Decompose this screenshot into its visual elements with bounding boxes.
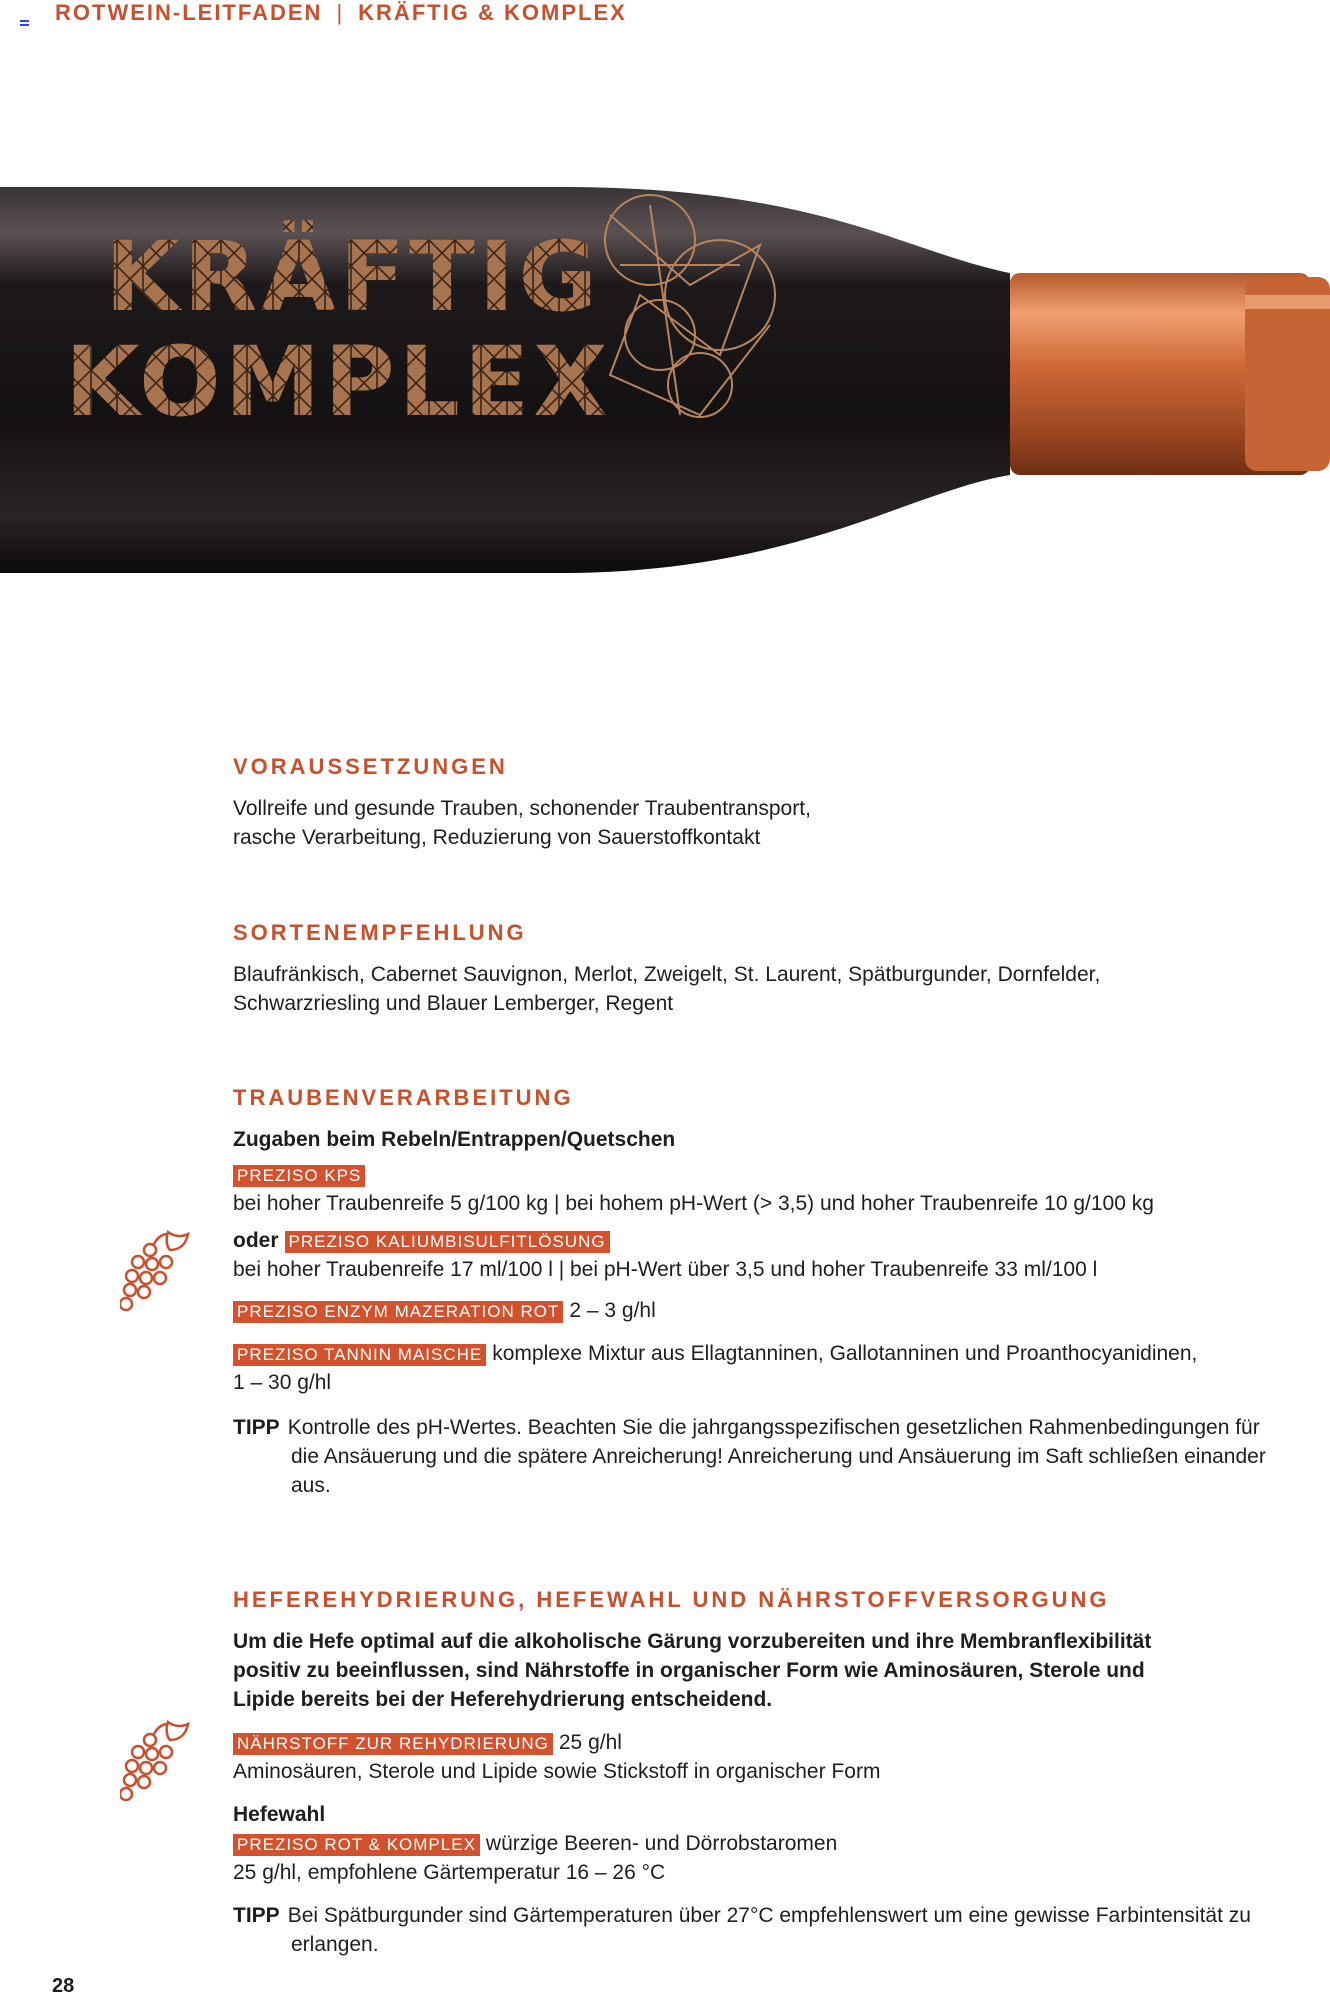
tip-text: Bei Spätburgunder sind Gärtemperaturen über 27°C empfehlenswert um eine gewisse Farbintensität zu erlangen. xyxy=(287,1904,1251,1956)
hefe-intro-1: Um die Hefe optimal auf die alkoholische Gärung vorzubereiten und ihre Membranflexibilität xyxy=(233,1630,1152,1653)
naehrstoff-description: Aminosäuren, Sterole und Lipide sowie Stickstoff in organischer Form xyxy=(233,1760,881,1783)
tip-text: Kontrolle des pH-Wertes. Beachten Sie die jahrgangsspezifischen gesetzlichen Rahmenbedingungen für die Ansäuerung und die spätere Anreicherung! Anreicherung und Ansäuerung im Saft schließen einander aus. xyxy=(287,1416,1266,1497)
tag-preziso-kps: PREZISO KPS xyxy=(233,1165,365,1187)
kalium-dosage: bei hoher Traubenreife 17 ml/100 l | bei pH-Wert über 3,5 und hoher Traubenreife 33 ml/100 l xyxy=(233,1258,1098,1281)
section-hefe xyxy=(233,1585,1293,1959)
tip-label: TIPP xyxy=(233,1416,280,1439)
hefewahl-label: Hefewahl xyxy=(233,1803,326,1826)
section-traubenverarbeitung xyxy=(233,1083,1293,1500)
tag-naehrstoff-zur-rehydrierung: NÄHRSTOFF ZUR REHYDRIERUNG xyxy=(233,1733,553,1755)
tag-preziso-rot-komplex: PREZISO ROT & KOMPLEX xyxy=(233,1834,480,1856)
heading-traubenverarbeitung: TRAUBENVERARBEITUNG xyxy=(233,1085,574,1110)
tannin-description: komplexe Mixtur aus Ellagtanninen, Gallotanninen und Proanthocyanidinen, xyxy=(492,1342,1198,1365)
sortenempfehlung-line-2: Schwarzriesling und Blauer Lemberger, Regent xyxy=(233,992,674,1015)
hefe-intro-2: positiv zu beeinflussen, sind Nährstoffe in organischer Form wie Aminosäuren, Sterole und xyxy=(233,1659,1145,1682)
tag-preziso-kaliumbisulfitloesung: PREZISO KALIUMBISULFITLÖSUNG xyxy=(285,1231,610,1253)
header-separator: | xyxy=(336,0,345,25)
tag-preziso-enzym-mazeration-rot: PREZISO ENZYM MAZERATION ROT xyxy=(233,1301,563,1323)
page-number: 28 xyxy=(52,1975,75,1997)
hefe-intro-3: Lipide bereits bei der Heferehydrierung entscheidend. xyxy=(233,1688,773,1711)
tip-label: TIPP xyxy=(233,1904,280,1927)
tag-preziso-tannin-maische: PREZISO TANNIN MAISCHE xyxy=(233,1344,486,1366)
kps-dosage: bei hoher Traubenreife 5 g/100 kg | bei hohem pH-Wert (> 3,5) und hoher Traubenreife 10 g/100 kg xyxy=(233,1192,1154,1215)
rot-komplex-aroma: würzige Beeren- und Dörrobstaromen xyxy=(485,1832,838,1855)
page-header xyxy=(0,0,1330,36)
header-style: KRÄFTIG & KOMPLEX xyxy=(358,0,627,25)
enzym-dosage: 2 – 3 g/hl xyxy=(569,1299,656,1322)
voraussetzungen-line-2: rasche Verarbeitung, Reduzierung von Sauerstoffkontakt xyxy=(233,826,761,849)
heading-sortenempfehlung: SORTENEMPFEHLUNG xyxy=(233,920,527,945)
header-guide: ROTWEIN-LEITFADEN xyxy=(55,0,323,25)
header-title xyxy=(55,0,627,26)
grape-icon xyxy=(120,1228,190,1318)
tip-traubenverarbeitung xyxy=(233,1413,1293,1500)
menu-icon[interactable] xyxy=(20,20,29,28)
voraussetzungen-line-1: Vollreife und gesunde Trauben, schonender Traubentransport, xyxy=(233,797,811,820)
grape-icon xyxy=(120,1718,190,1808)
heading-hefe: HEFEREHYDRIERUNG, HEFEWAHL UND NÄHRSTOFFVERSORGUNG xyxy=(233,1587,1110,1612)
rot-komplex-dosage: 25 g/hl, empfohlene Gärtemperatur 16 – 26 °C xyxy=(233,1861,666,1884)
section-sortenempfehlung xyxy=(233,918,1293,1018)
naehrstoff-dosage: 25 g/hl xyxy=(558,1731,622,1754)
heading-voraussetzungen: VORAUSSETZUNGEN xyxy=(233,754,508,779)
traubenverarbeitung-subheading: Zugaben beim Rebeln/Entrappen/Quetschen xyxy=(233,1128,676,1151)
tannin-dosage: 1 – 30 g/hl xyxy=(233,1371,332,1394)
tip-hefe xyxy=(233,1901,1293,1959)
hero-line-2: KOMPLEX xyxy=(65,326,612,438)
hero-line-1: KRÄFTIG xyxy=(105,221,602,333)
oder-label: oder xyxy=(233,1229,279,1252)
wine-bottle-image xyxy=(0,175,1330,590)
sortenempfehlung-line-1: Blaufränkisch, Cabernet Sauvignon, Merlot, Zweigelt, St. Laurent, Spätburgunder, Dornfelder, xyxy=(233,963,1101,986)
section-voraussetzungen xyxy=(233,752,1293,852)
